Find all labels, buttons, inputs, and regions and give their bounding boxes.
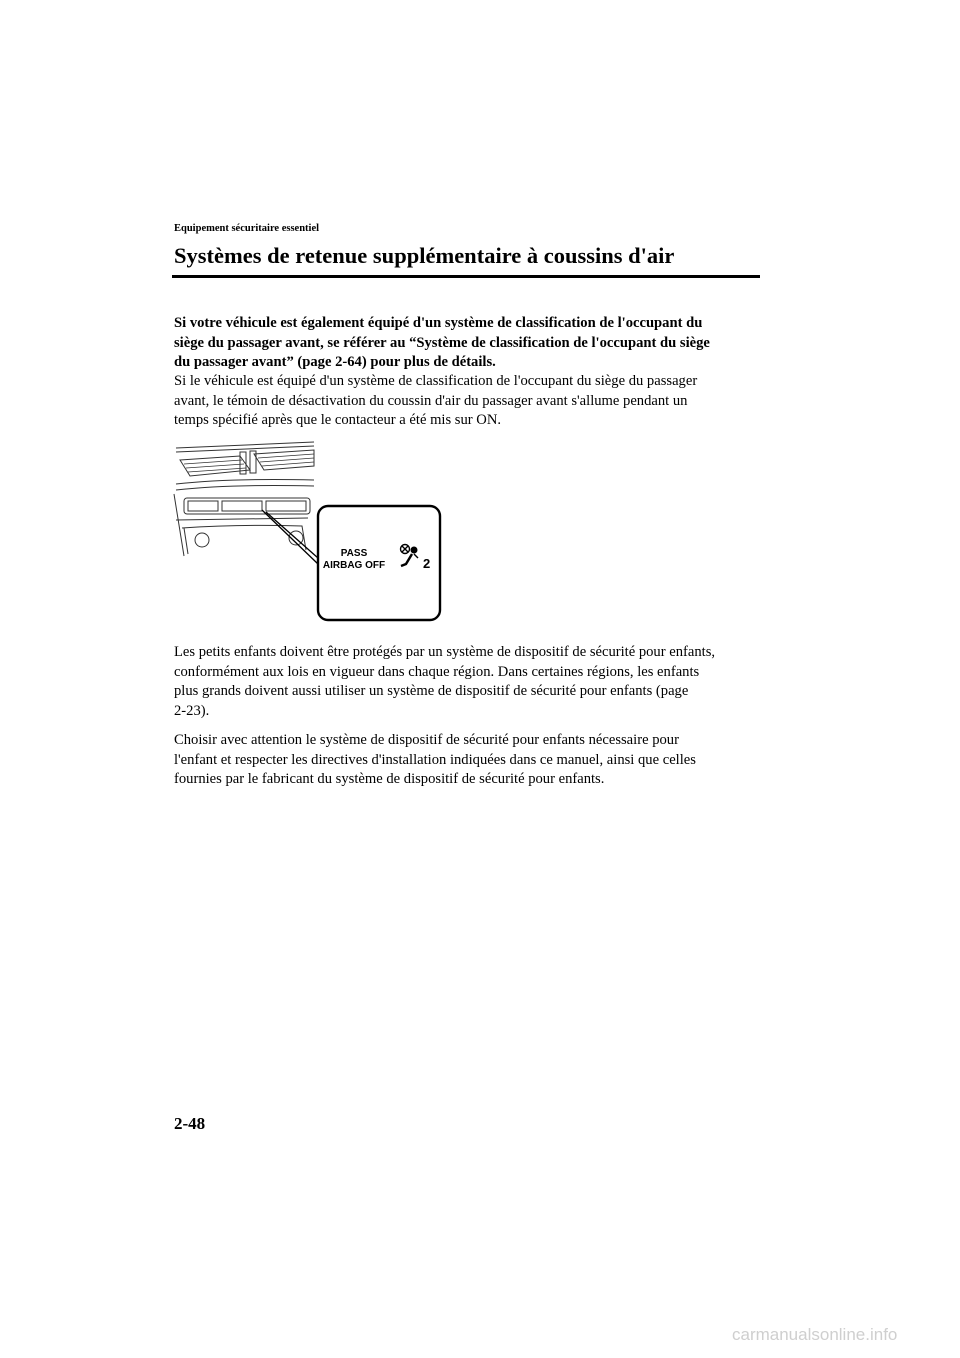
page-number: 2-48: [174, 1114, 206, 1133]
title-rule: [172, 275, 760, 278]
text-line: avant, le témoin de désactivation du coussin d'air du passager avant s'allume pendant un: [174, 392, 688, 409]
text-line: siège du passager avant, se référer au “Système de classification de l'occupant du siège: [174, 334, 710, 351]
text-line: 2-23).: [174, 702, 210, 719]
bold-note-paragraph: [174, 314, 774, 373]
text-line: conformément aux lois en vigueur dans chaque région. Dans certaines régions, les enfants: [174, 663, 700, 680]
section-label: Equipement sécuritaire essentiel: [174, 223, 320, 234]
text-line: temps spécifié après que le contacteur a été mis sur ON.: [174, 412, 502, 428]
choose-system-paragraph: [174, 731, 774, 790]
text-line: fournies par le fabricant du système de dispositif de sécurité pour enfants.: [174, 771, 605, 787]
text-line: Si votre véhicule est également équipé d'un système de classification de l'occupant du: [174, 315, 703, 331]
text-line: Si le véhicule est équipé d'un système de classification de l'occupant du siège du passager: [174, 373, 698, 389]
text-line: plus grands doivent aussi utiliser un système de dispositif de sécurité pour enfants (page: [174, 683, 689, 699]
airbag-off-indicator-figure: [170, 438, 446, 624]
children-protection-paragraph: [174, 643, 774, 721]
indicator-label-pass: PASS: [340, 548, 368, 559]
indicator-label-airbag-off: AIRBAG OFF: [322, 560, 386, 571]
chapter-title: Systèmes de retenue supplémentaire à coussins d'air: [174, 243, 675, 268]
indicator-number: 2: [423, 556, 431, 571]
indicator-info-paragraph: [174, 372, 774, 431]
watermark: carmanualsonline.info: [732, 1325, 898, 1344]
dashboard-illustration: [174, 442, 318, 564]
text-line: du passager avant” (page 2-64) pour plus de détails.: [174, 354, 496, 370]
text-line: Choisir avec attention le système de dispositif de sécurité pour enfants nécessaire pour: [174, 732, 679, 748]
text-line: l'enfant et respecter les directives d'installation indiquées dans ce manuel, ainsi que celles: [174, 751, 696, 768]
text-line: Les petits enfants doivent être protégés par un système de dispositif de sécurité pour enfants,: [174, 644, 716, 660]
